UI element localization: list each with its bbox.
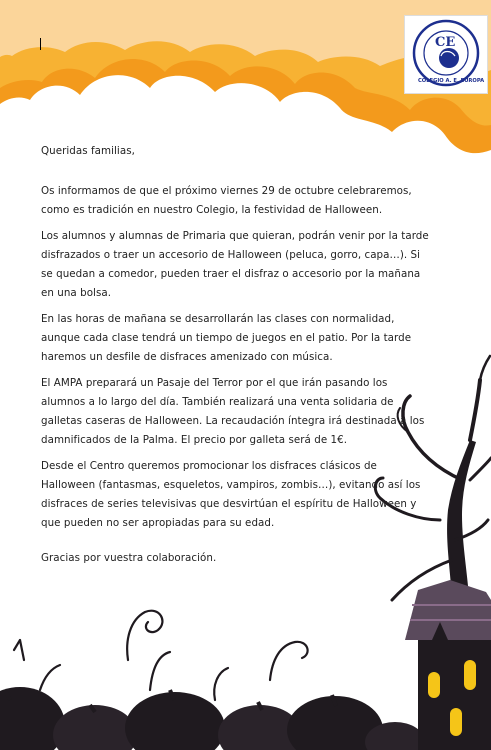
svg-text:CE: CE — [435, 35, 456, 50]
pumpkin-row — [0, 687, 425, 750]
curly-vines — [14, 611, 308, 700]
letter-paragraph-ampa: El AMPA preparará un Pasaje del Terror por el que irán pasando los alumnos a lo largo del día. También realizará una venta solidaria de galletas caseras de Halloween. La recaudación íntegra irá destinada a los damnificados de la Palma. El precio por galleta será de 1€. — [41, 377, 425, 446]
letter-paragraph-date: Os informamos de que el próximo viernes 29 de octubre celebraremos, como es tradición en nuestro Colegio, la festividad de Halloween. — [41, 185, 412, 216]
letter-paragraph-schedule: En las horas de mañana se desarrollarán las clases con normalidad, aunque cada clase tendrá un tiempo de juegos en el patio. Por la tarde haremos un desfile de disfraces amenizado con música. — [41, 313, 412, 363]
letter-body — [41, 142, 433, 575]
haunted-house — [405, 580, 491, 750]
letter-closing: Gracias por vuestra colaboración. — [41, 552, 217, 564]
school-logo — [404, 15, 488, 94]
text-cursor — [40, 38, 41, 50]
letter-paragraph-costumes: Los alumnos y alumnas de Primaria que quieran, podrán venir por la tarde disfrazados o traer un accesorio de Halloween (peluca, gorro, capa…). Si se quedan a comedor, pueden traer el disfraz o accesorio por la mañana en una bolsa. — [41, 230, 429, 299]
letter-greeting: Queridas familias, — [41, 145, 135, 157]
svg-text:COLEGIO A. E. EUROPA: COLEGIO A. E. EUROPA — [418, 78, 485, 84]
letter-paragraph-classic-costumes: Desde el Centro queremos promocionar los disfraces clásicos de Halloween (fantasmas, esqueletos, vampiros, zombis…), evitando así los disfraces de series televisivas que desvirtúan el espíritu de Halloween y que pueden no ser apropiadas para su edad. — [41, 460, 421, 529]
